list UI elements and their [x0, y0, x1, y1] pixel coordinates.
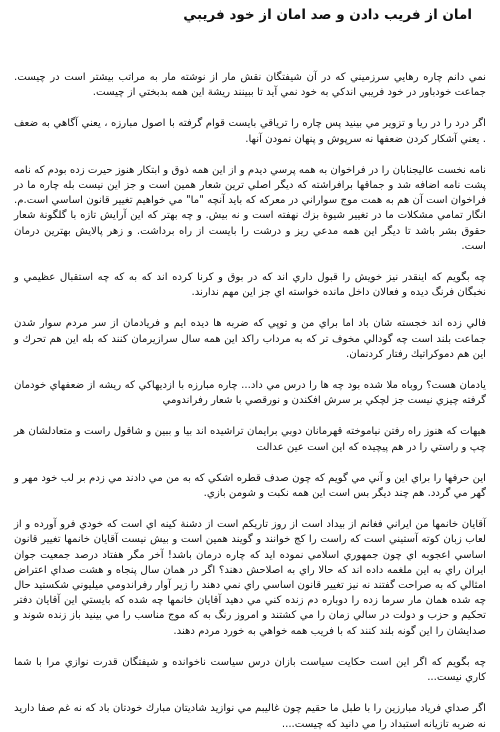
paragraph-11: اگر صداي فرياد مبارزين را با طبل ما حقيم چون غاليبم مي نوازيد شاديتان مبارك خودتان باد كه نه غم صفا داريد نه ضربه تازيانه استبداد را مي دانيد كه چيست.... — [14, 703, 486, 730]
paragraph-2: اگر درد را در ريا و تزوير مي بينيد پس چاره را ترياقي بايست قوام گرفته با اصول مبارزه ، يعني آگاهي به ضعف . يعني آشكار كردن ضعفها نه سرپوش و پنهان نمودن آنها. — [14, 118, 486, 145]
paragraph-9: آقايان خانمها من ايراني فغانم از بيداد است از روز تاريكم است از دشنة كينه اي است كه خودي فرو آورده و از لعاب زبان كوته آستيني است كه راست را كج خوانند و گويند همين است و بيش نيست آقايان خانمها تغيير قانون اساسي اعجوبه اي چون جمهوري اسلامي نموده ايد كه چاره درمان باشد! آخر مگر هفتاد درصد جمعيت جوان ايران راي به اين ملغمه داده اند كه حالا راي به اصلاحش دهند؟ اگر در همان سال پنجاه و هشت صداي اعتراض امثالي كه به صراحت گفتند نه نيز تغيير قانون اساسي راي نمي دهند را زير آوار رفراندومي ميليوني شكستيد حال چه شده همان مار سرما زده را دوباره دم زنده كني مي دهيد آقايان خانمها چه شده كه بايستي اين آقايان دفتر تحكيم و حزب و دولت در سالي زمان را مي كشتند و امروز رنگ به كه موج مناسب را مي بينيد باز زنده شوند و صدايشان را اين گونه بلند كنند كه با فريب همه خواهي به خورد مردم دهند. — [14, 519, 486, 637]
paragraph-8: اين حرفها را براي اين و آني مي گويم كه چون صدف قطره اشكي كه به من مي دادند مي زدم بر لب خود مهر و گهر مي گردد. هم چند ديگر بس است اين همه نكبت و شومن بازي. — [14, 472, 486, 500]
paragraph-7: هيهات كه هنوز راه رفتن نياموخته قهرمانان دوبي برايمان تراشيده اند بيا و ببين و شاقول راست و متعادلشان هر چپ و راستي را در هم پيچيده كه اين است عين عدالت — [14, 426, 486, 453]
paragraph-5: فالي زده اند خجسته شان باد اما براي من و توپي كه ضربه ها ديده ايم و فريادمان از سر مردم سوار شدن جماعت بلند است چه گودالي مخوف تر كه به مرداب راكد اين همه سال سرازيرمان كنند كه بله اين هم تحرك و اين هم دموكراتيك رفتار كردنمان. — [14, 318, 486, 360]
paragraph-4: چه بگويم كه اينقدر نيز خويش را قبول داري اند كه در بوق و كرنا كرده اند كه به كه چه استقبال عظيمي و نخبگان فرنگ ديده و فعالان داخل مانده خواسته اي جز اين مهم ندارند. — [14, 272, 486, 299]
article-title: امان از فريب دادن و صد امان از خود فريبي — [183, 7, 472, 23]
paragraph-10: چه بگويم كه اگر اين است حكايت سياست بازان درس سياست ناخوانده و شيفتگان قدرت نوازي مرا با شما كاري نيست... — [14, 656, 486, 684]
paragraph-3: نامه نخست عاليجنابان را در فراخوان به همه پرسي ديدم و از اين همه ذوق و ابتكار هنوز حيرت زده بودم كه نامه پشت نامه اضافه شد و جماقها برافراشته كه ديگر اصلي ترين شعار همين است و جز اين نيست بله چاره ما در فراخوان است آن هم به همت موج سواراني در معركه كه بايد آنچه "ما" مي خواهيم تغيير قانون اساسي است.م. انگار تمامي مشكلات ما در تغيير شيوة بزك نهفته است و نه بيش. و چه بهتر كه اين آرايش تازه با گلگونة شعار حقوق بشر باشد تا ديگر اين همه مدعي ريز و درشت را بايست از راه برداشت. و زهر پالايش بهترين درمان است. — [14, 164, 486, 252]
paragraph-1: نمي دانم چاره رهايي سرزميني كه در آن شيفتگان نقش مار از نوشته مار به مراتب بيشتر است در چيست. جماعت خودباور در خود فريبي اندكي به خود نمي آيد تا ببينند ريشة اين همه بدبختي از چيست. — [14, 72, 486, 99]
paragraph-6: يادمان هست؟ روباه ملا شده بود چه ها را درس مي داد... چاره مبارزه با ازديهاكي كه ريشه از ضعفهاي خودمان گرفته چيزي نيست جز لچكي بر سرش افكندن و نورقصي با شعار رفراندومي — [14, 380, 486, 407]
